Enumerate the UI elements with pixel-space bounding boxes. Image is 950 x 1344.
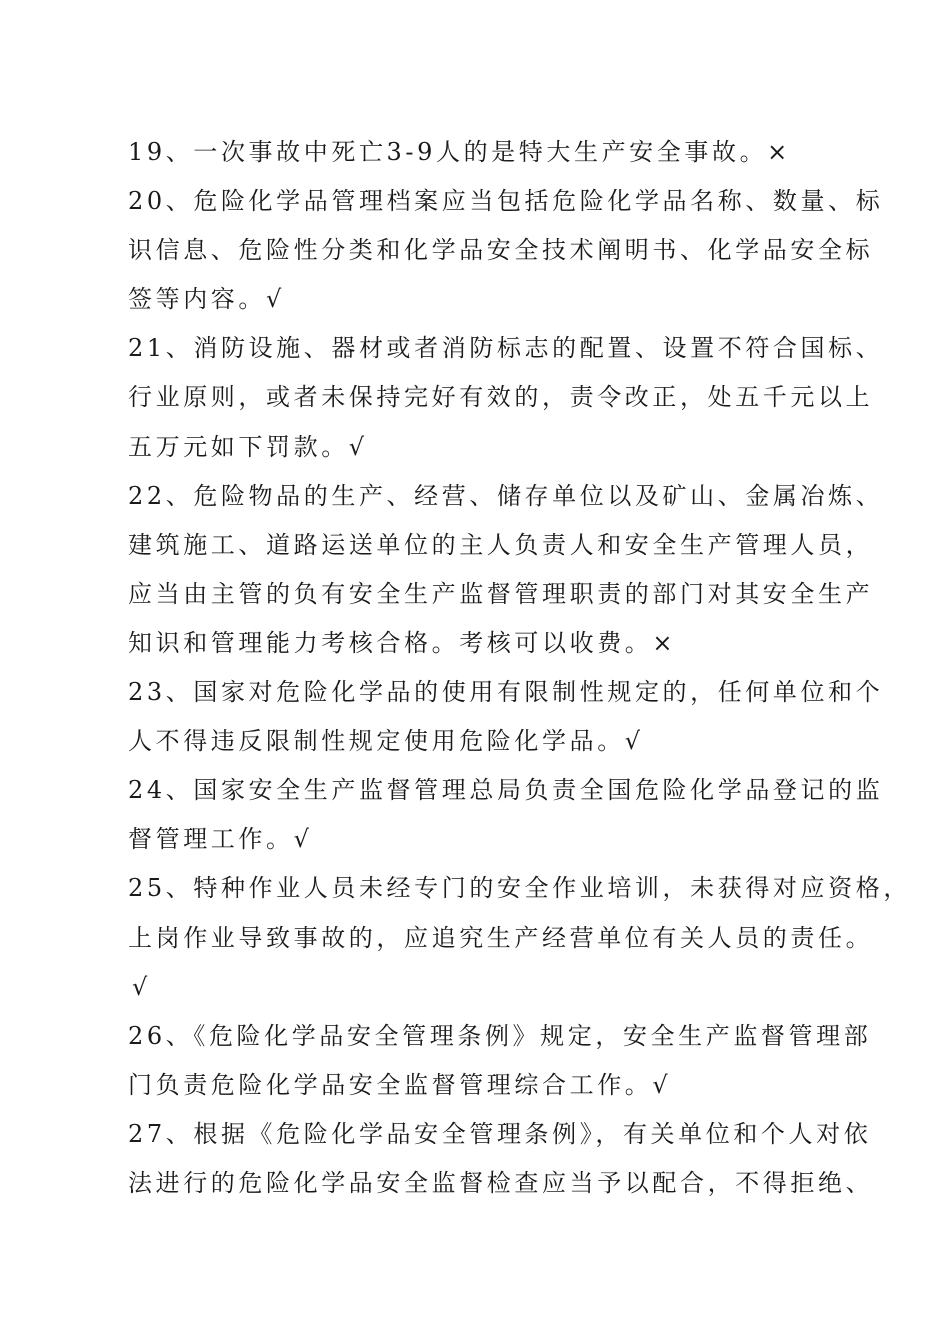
text-line: 21、消防设施、器材或者消防标志的配置、设置不符合国标、 bbox=[128, 334, 884, 363]
text-line: 19、一次事故中死亡3-9人的是特大生产安全事故。× bbox=[128, 138, 791, 166]
text-line: 识信息、危险性分类和化学品安全技术阐明书、化学品安全标 bbox=[128, 236, 874, 265]
text-line: √ bbox=[132, 972, 151, 1001]
text-line: 27、根据《危险化学品安全管理条例》，有关单位和个人对依 bbox=[128, 1119, 872, 1148]
text-line: 20、危险化学品管理档案应当包括危险化学品名称、数量、标 bbox=[128, 187, 884, 216]
text-line: 签等内容。√ bbox=[128, 285, 285, 314]
text-line: 22、危险物品的生产、经营、储存单位以及矿山、金属冶炼、 bbox=[128, 481, 884, 510]
text-line: 上岗作业导致事故的，应追究生产经营单位有关人员的责任。 bbox=[128, 923, 874, 952]
text-line: 26、《危险化学品安全管理条例》规定，安全生产监督管理部 bbox=[128, 1021, 872, 1050]
text-line: 应当由主管的负有安全生产监督管理职责的部门对其安全生产 bbox=[128, 579, 874, 608]
text-line: 法进行的危险化学品安全监督检查应当予以配合，不得拒绝、 bbox=[128, 1168, 874, 1197]
document-body bbox=[128, 128, 911, 1208]
text-line: 五万元如下罚款。√ bbox=[128, 432, 368, 461]
text-line: 建筑施工、道路运送单位的主人负责人和安全生产管理人员， bbox=[128, 530, 874, 559]
text-line: 督管理工作。√ bbox=[128, 825, 313, 854]
text-line: 行业原则，或者未保持完好有效的，责令改正，处五千元以上 bbox=[128, 383, 874, 412]
text-line: 门负责危险化学品安全监督管理综合工作。√ bbox=[128, 1070, 672, 1099]
text-line: 知识和管理能力考核合格。考核可以收费。× bbox=[128, 628, 677, 657]
text-line: 25、特种作业人员未经专门的安全作业培训，未获得对应资格， bbox=[128, 874, 911, 903]
text-line: 24、国家安全生产监督管理总局负责全国危险化学品登记的监 bbox=[128, 776, 884, 805]
text-line: 人不得违反限制性规定使用危险化学品。√ bbox=[128, 727, 644, 756]
text-line: 23、国家对危险化学品的使用有限制性规定的，任何单位和个 bbox=[128, 678, 884, 707]
